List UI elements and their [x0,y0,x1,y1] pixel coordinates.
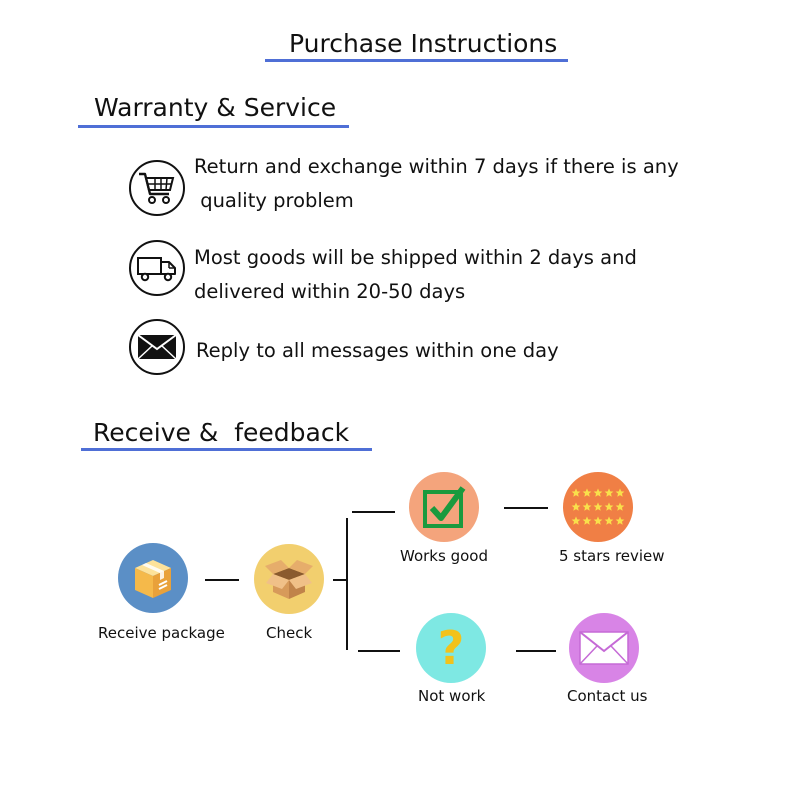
rating-star [572,488,581,496]
rating-star [605,502,614,510]
open-box-icon [254,544,324,614]
rating-star [605,488,614,496]
rating-star [616,516,625,524]
rating-star [572,502,581,510]
warranty-underline [78,125,349,128]
connector-branch-vertical [346,518,348,650]
warranty-item-3-line-1: Reply to all messages within one day [196,339,559,362]
connector-check-branch [333,579,347,581]
feedback-underline [81,448,372,451]
checkbox-check-icon [409,472,479,542]
connector-branch-notwork [358,650,400,652]
shopping-cart-icon [129,160,185,216]
contact-us-label: Contact us [567,687,648,705]
rating-star [594,502,603,510]
connector-notwork-contact [516,650,556,652]
rating-star [594,516,603,524]
warranty-item-1-line-2: quality problem [194,189,354,212]
connector-branch-works [352,511,395,513]
star-rating-icon [563,472,633,542]
not-work-label: Not work [418,687,486,705]
rating-star [605,516,614,524]
rating-star [616,488,625,496]
question-mark-icon [416,613,486,683]
receive-package-icon [118,543,188,613]
rating-star [616,502,625,510]
connector-works-stars [504,507,548,509]
rating-star [594,488,603,496]
warranty-item-1-line-1: Return and exchange within 7 days if there is any [194,155,679,178]
receive-package-label: Receive package [98,624,225,642]
page-title: Purchase Instructions [289,29,558,58]
question-mark-glyph: ? [437,621,465,675]
rating-star [583,502,592,510]
title-underline [265,59,568,62]
mail-envelope-icon [569,613,639,683]
rating-star [583,516,592,524]
envelope-icon [129,319,185,375]
check-label: Check [266,624,313,642]
star-grid [568,484,628,530]
delivery-truck-icon [129,240,185,296]
rating-star [572,516,581,524]
connector-receive-check [205,579,239,581]
rating-star [583,488,592,496]
warranty-item-2-line-2: delivered within 20-50 days [194,280,466,303]
warranty-heading: Warranty & Service [94,93,337,122]
five-stars-review-label: 5 stars review [559,547,665,565]
warranty-item-2-line-1: Most goods will be shipped within 2 days and [194,246,637,269]
works-good-label: Works good [400,547,488,565]
feedback-heading: Receive & feedback [93,418,350,447]
